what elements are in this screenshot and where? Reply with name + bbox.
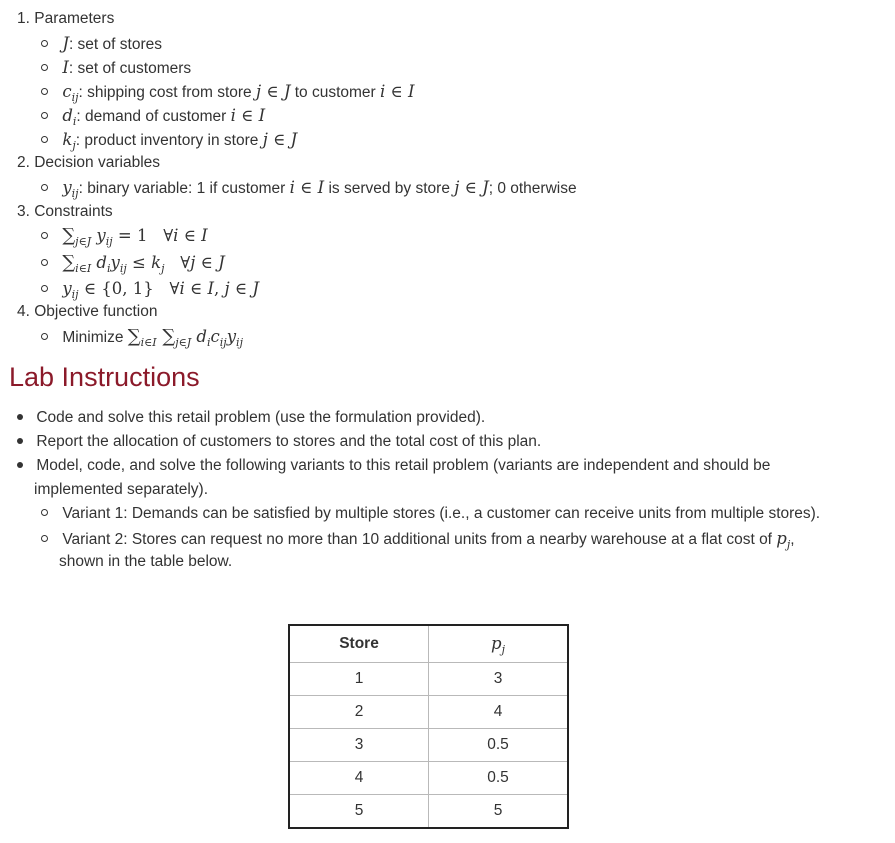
bullet-hollow-icon [41,40,48,47]
param-item-d: $d_i$: demand of customer i ∈ I [41,106,265,126]
cell-store: 5 [289,795,429,829]
table-row [289,795,568,829]
bullet-hollow-icon [41,64,48,71]
bullet-hollow-icon [41,535,48,542]
cell-store: 1 [289,663,429,696]
cell-p: 0.5 [429,762,569,795]
bullet-solid-icon [17,438,23,444]
section-constraints-heading: 3. Constraints [17,203,113,220]
bullet-solid-icon [17,462,23,468]
variant-1: Variant 1: Demands can be satisfied by multiple stores (i.e., a customer can receive units from multiple stores). [41,505,820,523]
lab-instructions-title: Lab Instructions [9,362,200,392]
table-row [289,762,568,795]
lab-bullet-3: Model, code, and solve the following variants to this retail problem (variants are independent and should be [17,457,770,475]
table-row [289,729,568,762]
table-header-row [289,625,568,663]
section-parameters-heading: 1. Parameters [17,10,115,27]
variant-2-cont: shown in the table below. [59,553,233,570]
warehouse-cost-table [288,624,569,829]
lab-bullet-3-cont: implemented separately). [34,481,209,498]
decision-item-y: $y_{ij}$: binary variable: 1 if customer i ∈ I is served by store j ∈ J; 0 otherwise [41,178,577,198]
bullet-hollow-icon [41,259,48,266]
bullet-hollow-icon [41,333,48,340]
section-objective-heading: 4. Objective function [17,303,158,320]
lab-bullet-1: Code and solve this retail problem (use the formulation provided). [17,409,485,427]
section-decision-heading: 2. Decision variables [17,154,161,171]
bullet-hollow-icon [41,509,48,516]
param-item-I: I: set of customers [41,58,191,78]
cell-p: 0.5 [429,729,569,762]
bullet-hollow-icon [41,136,48,143]
constraint-capacity: $\sum_{i\in I}$ $d_iy_{ij} \le k_j$ ∀j ∈ J [41,252,225,273]
table-row [289,663,568,696]
bullet-hollow-icon [41,184,48,191]
header-pj: $p_j$ [429,625,569,663]
param-item-J: J: set of stores [41,34,162,54]
param-item-c: $c_{ij}$: shipping cost from store j ∈ J to customer i ∈ I [41,82,415,102]
lab-bullet-2: Report the allocation of customers to stores and the total cost of this plan. [17,433,541,451]
table-row [289,696,568,729]
bullet-solid-icon [17,414,23,420]
param-item-k: $k_j$: product inventory in store j ∈ J [41,130,297,150]
cell-p: 4 [429,696,569,729]
cell-store: 3 [289,729,429,762]
constraint-assignment: $\sum_{j\in J}$ $y_{ij} = 1$ ∀i ∈ I [41,225,208,246]
bullet-hollow-icon [41,285,48,292]
cell-p: 3 [429,663,569,696]
header-store: Store [289,625,429,663]
cell-p: 5 [429,795,569,829]
cell-store: 4 [289,762,429,795]
objective-minimize: Minimize $\sum_{i\in I}$ $\sum_{j\in J}$ $d_ic_{ij}y_{ij}$ [41,326,243,347]
bullet-hollow-icon [41,232,48,239]
variant-2: Variant 2: Stores can request no more than 10 additional units from a nearby warehouse at a flat cost of $p_j$, [41,529,795,549]
cell-store: 2 [289,696,429,729]
bullet-hollow-icon [41,88,48,95]
constraint-binary: $y_{ij}$ ∈ {0, 1} ∀i ∈ I, j ∈ J [41,279,259,299]
bullet-hollow-icon [41,112,48,119]
